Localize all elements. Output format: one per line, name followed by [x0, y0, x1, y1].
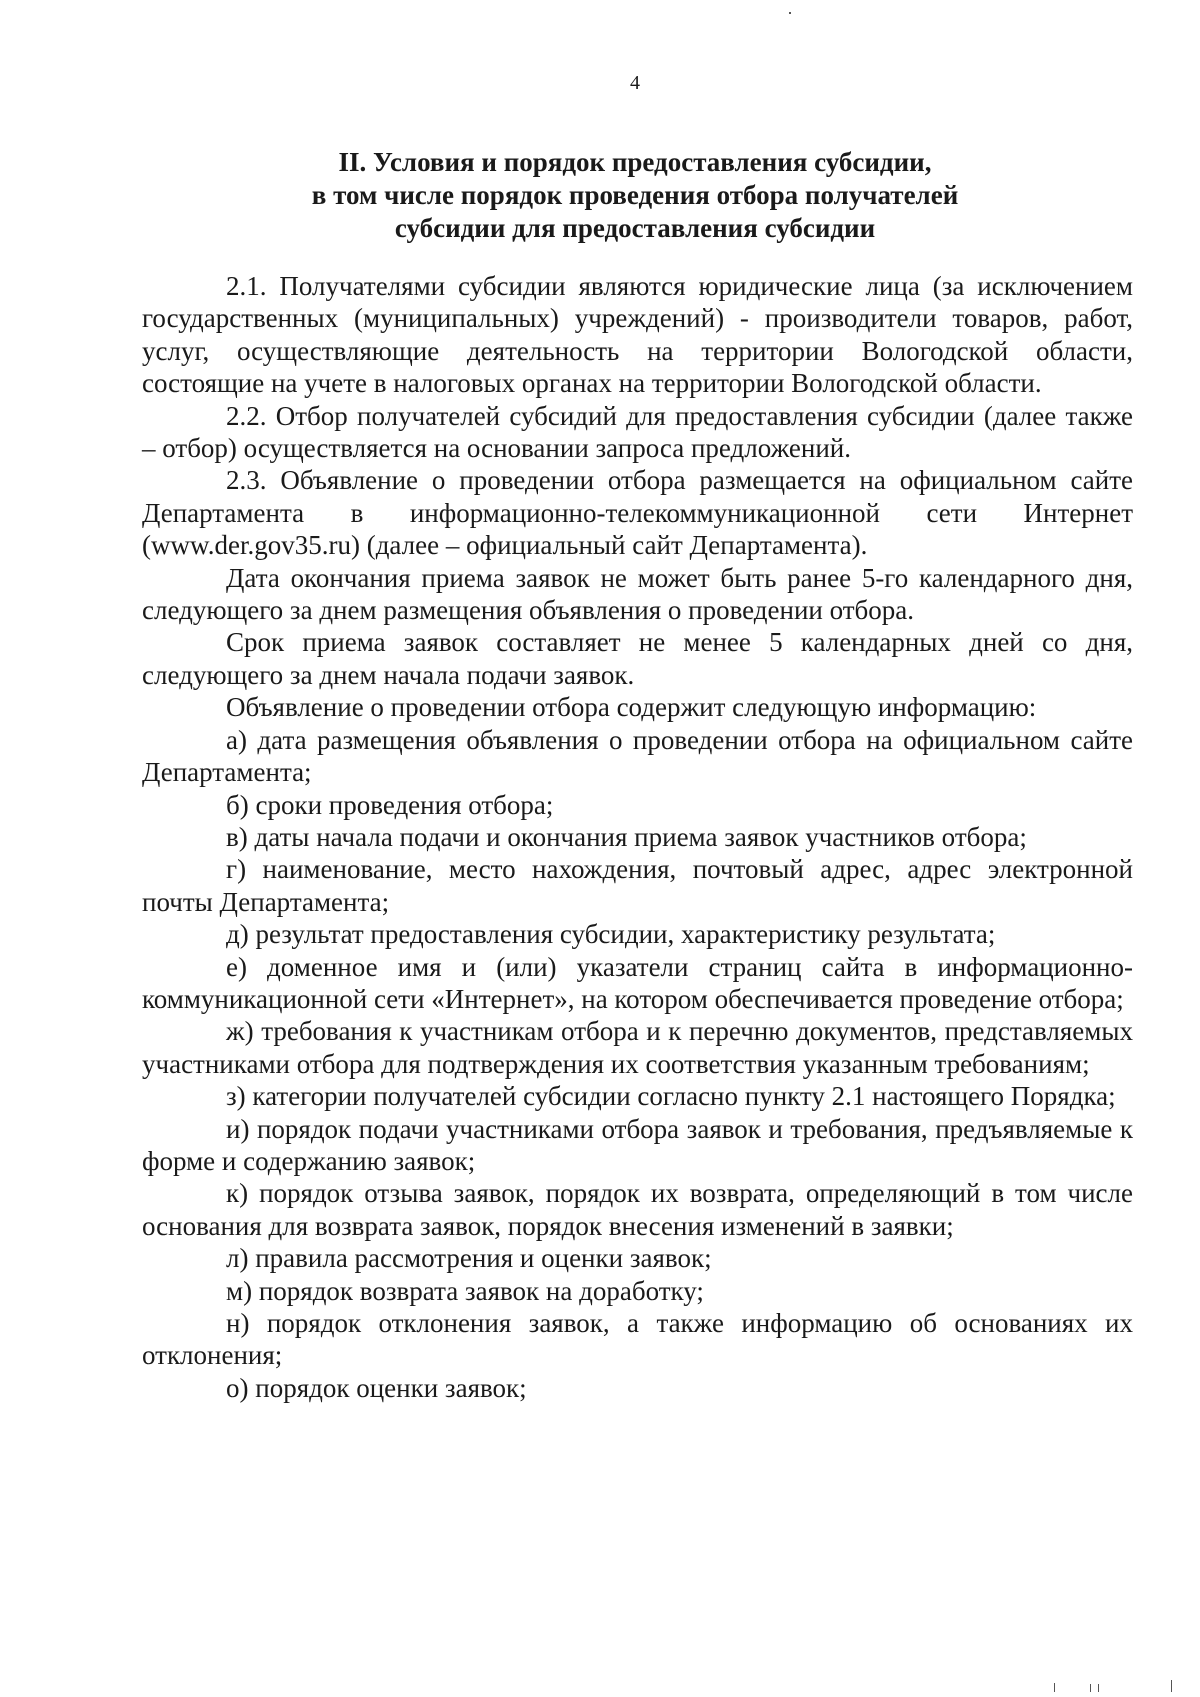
paragraph-2-2: 2.2. Отбор получателей субсидий для предоставления субсидии (далее также – отбор) осуществляется на основании запроса предложений. — [142, 400, 1133, 464]
section-heading — [200, 146, 1070, 245]
heading-line-3: субсидии для предоставления субсидии — [394, 213, 876, 243]
list-item-k: к) порядок отзыва заявок, порядок их возврата, определяющий в том числе основания для возврата заявок, порядок внесения изменений в заявки; — [142, 1178, 1133, 1241]
paragraph-term: Срок приема заявок составляет не менее 5 календарных дней со дня, следующего за днем начала подачи заявок. — [142, 627, 1133, 690]
heading-line-2: в том числе порядок проведения отбора получателей — [311, 180, 959, 210]
list-item-b: б) сроки проведения отбора; — [226, 789, 554, 820]
paragraph-2-1: 2.1. Получателями субсидии являются юридические лица (за исключением государственных (муниципальных) учреждений) - производители товаров, работ, услуг, осуществляющие деятельность на территории Вологодской области, состоящие на учете в налоговых органах на территории Вологодской области. — [142, 271, 1133, 399]
list-item-l: л) правила рассмотрения и оценки заявок; — [226, 1243, 712, 1274]
list-item-i: и) порядок подачи участниками отбора заявок и требования, предъявляемые к форме и содержанию заявок; — [142, 1113, 1133, 1176]
list-item-m: м) порядок возврата заявок на доработку; — [226, 1275, 704, 1306]
document-body — [142, 270, 1133, 1404]
list-item-v: в) даты начала подачи и окончания приема заявок участников отбора; — [226, 821, 1027, 852]
list-item-g: г) наименование, место нахождения, почтовый адрес, адрес электронной почты Департамента; — [142, 854, 1133, 917]
list-item-zh: ж) требования к участникам отбора и к перечню документов, представляемых участниками отбора для подтверждения их соответствия указанным требованиям; — [142, 1016, 1133, 1079]
list-item-a: а) дата размещения объявления о проведении отбора на официальном сайте Департамента; — [142, 724, 1133, 788]
paragraph-announcement-contents: Объявление о проведении отбора содержит следующую информацию: — [226, 692, 1037, 723]
scan-speck — [1054, 1683, 1055, 1692]
scan-speck — [1090, 1684, 1091, 1692]
list-item-e: е) доменное имя и (или) указатели страниц сайта в информационно-коммуникационной сети «Интернет», на котором обеспечивается проведение отбора; — [142, 951, 1133, 1014]
scan-speck — [1098, 1684, 1099, 1692]
list-item-o: о) порядок оценки заявок; — [226, 1372, 527, 1403]
list-item-n: н) порядок отклонения заявок, а также информацию об основаниях их отклонения; — [142, 1308, 1133, 1371]
heading-line-1: II. Условия и порядок предоставления субсидии, — [338, 147, 932, 177]
page-number: 4 — [630, 72, 640, 94]
list-item-z: з) категории получателей субсидии согласно пункту 2.1 настоящего Порядка; — [226, 1081, 1116, 1112]
scan-speck — [789, 12, 791, 14]
scan-speck — [1171, 1680, 1172, 1692]
paragraph-deadline: Дата окончания приема заявок не может быть ранее 5-го календарного дня, следующего за днем размещения объявления о проведении отбора. — [142, 562, 1133, 626]
list-item-d: д) результат предоставления субсидии, характеристику результата; — [226, 919, 996, 950]
paragraph-2-3: 2.3. Объявление о проведении отбора размещается на официальном сайте Департамента в информационно-телекоммуникационной сети Интернет (www.der.gov35.ru) (далее – официальный сайт Департамента). — [142, 465, 1133, 561]
